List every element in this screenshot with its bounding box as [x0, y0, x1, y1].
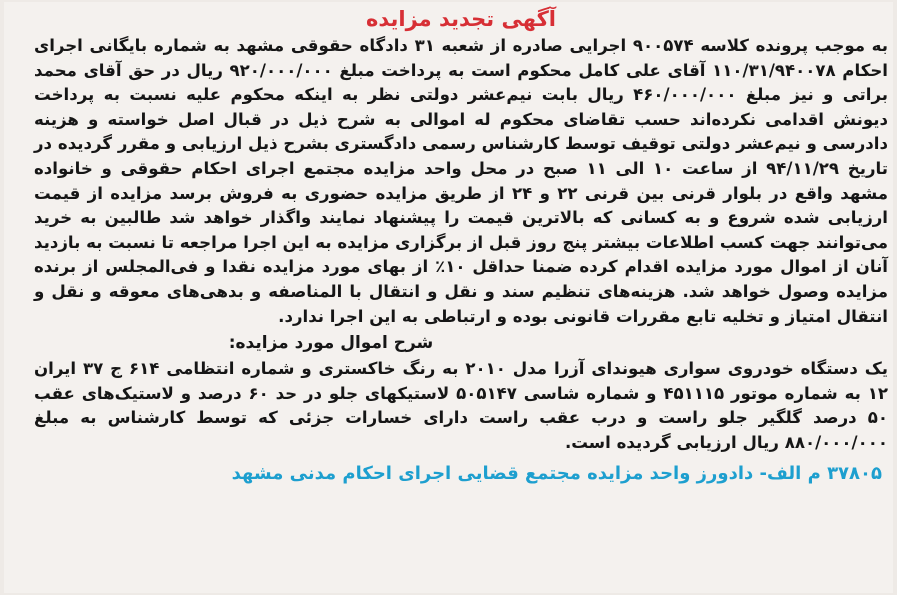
notice-footer: ۳۷۸۰۵ م الف- دادورز واحد مزایده مجتمع قضایی اجرای احکام مدنی مشهد [231, 462, 882, 484]
notice-title: آگهی تجدید مزایده [366, 7, 556, 31]
auction-notice [32, 2, 890, 488]
newspaper-clipping [4, 2, 893, 593]
items-heading: شرح اموال مورد مزایده: [228, 333, 434, 354]
item-description: یک دستگاه خودروی سواری هیوندای آزرا مدل ۲۰۱۰ به رنگ خاکستری و شماره انتظامی ۶۱۴ ج ۳۷ ایران ۱۲ به شماره موتور ۴۵۱۱۱۵ و شماره شاسی ۵۰۵۱۴۷ لاستیکهای جلو در حد ۶۰ درصد و لاستیک‌های عقب ۵۰ درصد گلگیر جلو راست و درب عقب راست دارای خسارات جزئی که توسط کارشناس به مبلغ ۸۸۰/۰۰۰/۰۰۰ ریال ارزیابی گردیده است. [34, 359, 888, 452]
notice-body: به موجب پرونده کلاسه ۹۰۰۵۷۴ اجرایی صادره از شعبه ۳۱ دادگاه حقوقی مشهد به شماره بایگانی اجرای احکام ۱۱۰/۳۱/۹۴۰۰۷۸ آقای علی کامل محکوم است به پرداخت مبلغ ۹۲۰/۰۰۰/۰۰۰ ریال در حق آقای محمد براتی و نیز مبلغ ۴۶۰/۰۰۰/۰۰۰ ریال بابت نیم‌عشر دولتی نظر به اینکه محکوم علیه نسبت به پرداخت دیونش اقدامی نکرده‌اند حسب تقاضای محکوم له اموالی به شرح ذیل در قبال اصل خواسته و هزینه دادرسی و نیم‌عشر دولتی توقیف توسط کارشناس رسمی دادگستری بشرح ذیل ارزیابی و مقرر گردیده در تاریخ ۹۴/۱۱/۲۹ از ساعت ۱۰ الی ۱۱ صبح در محل واحد مزایده مجتمع اجرای احکام حقوقی و خانواده مشهد واقع در بلوار قرنی بین قرنی ۲۲ و ۲۴ از طریق مزایده حضوری به فروش برسد مزایده از قیمت ارزیابی شده شروع و به کسانی که بالاترین قیمت را پیشنهاد نمایند واگذار خواهد شد طالبین به خرید می‌توانند جهت کسب اطلاعات بیشتر پنج روز قبل از برگزاری مزایده به این اجرا مراجعه تا نسبت به بازدید آنان از اموال مورد مزایده اقدام کرده ضمنا حداقل ۱۰٪ از بهای مورد مزایده نقدا و فی‌المجلس از برنده مزایده وصول خواهد شد. هزینه‌های تنظیم سند و نقل و انتقال با المناصفه و بدهی‌های معوقه و نقل و انتقال امتیاز و تخلیه تابع مقررات قانونی بوده و ارتباطی به این اجرا ندارد. [34, 36, 889, 326]
